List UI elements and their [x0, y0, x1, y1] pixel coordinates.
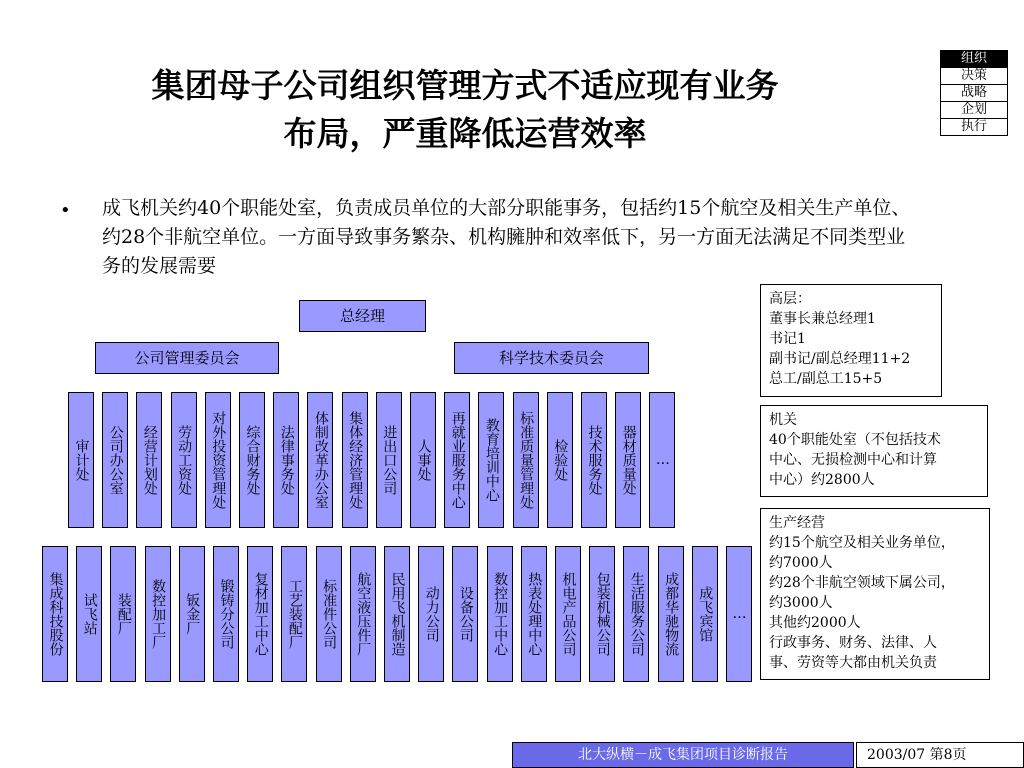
unit-label: 装配厂: [115, 593, 132, 635]
unit-box: [145, 546, 171, 682]
unit-label: 复材加工中心: [252, 572, 269, 656]
unit-box: [350, 546, 376, 682]
unit-label: 工艺装配厂: [286, 579, 303, 649]
unit-label: 成都华驰物流: [663, 572, 680, 656]
department-box: [342, 392, 368, 528]
production-line: 其他约2000人: [769, 615, 861, 631]
unit-label: 数控加工厂: [150, 579, 167, 649]
bullet-text: 成飞机关约40个职能处室，负责成员单位的大部分职能事务，包括约15个航空及相关生产单位、约28个非航空单位。一方面导致事务繁杂、机构臃肿和效率低下，另一方面无法满足不同类型业务的发展需要: [102, 197, 911, 277]
unit-box: [589, 546, 615, 682]
footer-date-page: 2003/07 第8页: [856, 742, 1024, 768]
unit-box: [555, 546, 581, 682]
production-line: 事、劳资等大都由机关负责: [769, 655, 937, 671]
senior-line: 高层：: [769, 291, 811, 307]
unit-label: 动力公司: [423, 586, 440, 642]
production-info-box: [760, 508, 990, 680]
unit-box: [452, 546, 478, 682]
department-box: [615, 392, 641, 528]
bullet-dot: •: [60, 200, 71, 221]
organs-line: 中心、无损检测中心和计算: [769, 452, 937, 468]
unit-label: 数控加工中心: [492, 572, 509, 656]
unit-box: [42, 546, 68, 682]
department-label: 人事处: [415, 439, 432, 481]
unit-label: 生活服务公司: [628, 572, 645, 656]
title-line-2: 布局，严重降低运营效率: [283, 114, 647, 153]
production-line: 生产经营: [769, 515, 825, 531]
department-box: [102, 392, 128, 528]
department-label: 技术服务处: [586, 425, 603, 495]
department-label: 进出口公司: [381, 425, 398, 495]
unit-label: 标准件公司: [321, 579, 338, 649]
senior-info-box: [760, 284, 942, 397]
unit-label: 试飞站: [81, 593, 98, 635]
department-label: 法律事务处: [278, 425, 295, 495]
unit-box: [384, 546, 410, 682]
department-label: 审计处: [73, 439, 90, 481]
management-committee-box: 公司管理委员会: [95, 342, 279, 374]
unit-box: [247, 546, 273, 682]
unit-box: [726, 546, 752, 682]
department-label: 经营计划处: [141, 425, 158, 495]
side-nav-item-decision[interactable]: 决策: [941, 68, 1007, 85]
unit-box: [623, 546, 649, 682]
department-label: 再就业服务中心: [449, 411, 466, 509]
side-nav: [940, 50, 1008, 136]
senior-line: 副书记/副总经理11+2: [769, 351, 911, 367]
production-line: 约7000人: [769, 555, 833, 571]
footer: [512, 742, 1024, 768]
department-box: [478, 392, 504, 528]
organs-line: 机关: [769, 412, 797, 428]
department-box: [513, 392, 539, 528]
department-box: [136, 392, 162, 528]
unit-label: 成飞宾馆: [697, 586, 714, 642]
side-nav-item-strategy[interactable]: 战略: [941, 85, 1007, 102]
department-box: [307, 392, 333, 528]
unit-box: [487, 546, 513, 682]
unit-box: [316, 546, 342, 682]
production-line: 约28个非航空领域下属公司，: [769, 575, 955, 591]
unit-box: [110, 546, 136, 682]
unit-box: [76, 546, 102, 682]
department-box: [171, 392, 197, 528]
department-label: 公司办公室: [107, 425, 124, 495]
unit-box: [658, 546, 684, 682]
production-line: 行政事务、财务、法律、人: [769, 635, 937, 651]
department-box: [376, 392, 402, 528]
side-nav-item-planning[interactable]: 企划: [941, 102, 1007, 119]
department-label: …: [654, 452, 671, 468]
general-manager-box: 总经理: [299, 300, 426, 332]
unit-label: 包装机械公司: [594, 572, 611, 656]
side-nav-item-organization[interactable]: 组织: [941, 51, 1007, 68]
department-box: [273, 392, 299, 528]
department-box: [547, 392, 573, 528]
department-box: [68, 392, 94, 528]
unit-label: 航空液压件厂: [355, 572, 372, 656]
unit-box: [521, 546, 547, 682]
senior-line: 总工/副总工15+5: [769, 371, 883, 387]
unit-label: 集成科技股份: [47, 572, 64, 656]
department-label: 综合财务处: [244, 425, 261, 495]
production-line: 约15个航空及相关业务单位，: [769, 535, 955, 551]
department-label: 检验处: [552, 439, 569, 481]
organs-line: 中心）约2800人: [769, 472, 875, 488]
unit-label: 设备公司: [457, 586, 474, 642]
unit-label: …: [731, 606, 748, 622]
unit-label: 民用飞机制造: [389, 572, 406, 656]
unit-box: [179, 546, 205, 682]
organs-line: 40个职能处室（不包括技术: [769, 432, 941, 448]
slide-title: [40, 62, 890, 158]
department-label: 对外投资管理处: [210, 411, 227, 509]
department-label: 器材质量处: [620, 425, 637, 495]
production-line: 约3000人: [769, 595, 833, 611]
department-label: 集体经济管理处: [347, 411, 364, 509]
unit-label: 钣金厂: [184, 593, 201, 635]
department-label: 体制改革办公室: [312, 411, 329, 509]
side-nav-item-execution[interactable]: 执行: [960, 119, 987, 134]
department-box: [205, 392, 231, 528]
footer-report-name: 北大纵横－成飞集团项目诊断报告: [512, 742, 854, 768]
science-committee-box: 科学技术委员会: [454, 342, 649, 374]
unit-label: 机电产品公司: [560, 572, 577, 656]
department-label: 教育培训中心: [483, 418, 500, 502]
unit-box: [692, 546, 718, 682]
organs-info-box: [760, 405, 988, 497]
title-line-1: 集团母子公司组织管理方式不适应现有业务: [151, 66, 779, 105]
department-box: [649, 392, 675, 528]
department-label: 标准质量管理处: [518, 411, 535, 509]
department-box: [410, 392, 436, 528]
department-box: [239, 392, 265, 528]
department-box: [444, 392, 470, 528]
senior-line: 书记1: [769, 331, 806, 347]
unit-box: [213, 546, 239, 682]
unit-box: [281, 546, 307, 682]
department-label: 劳动工资处: [176, 425, 193, 495]
unit-label: 热表处理中心: [526, 572, 543, 656]
unit-label: 锻铸分公司: [218, 579, 235, 649]
unit-box: [418, 546, 444, 682]
department-box: [581, 392, 607, 528]
senior-line: 董事长兼总经理1: [769, 311, 876, 327]
